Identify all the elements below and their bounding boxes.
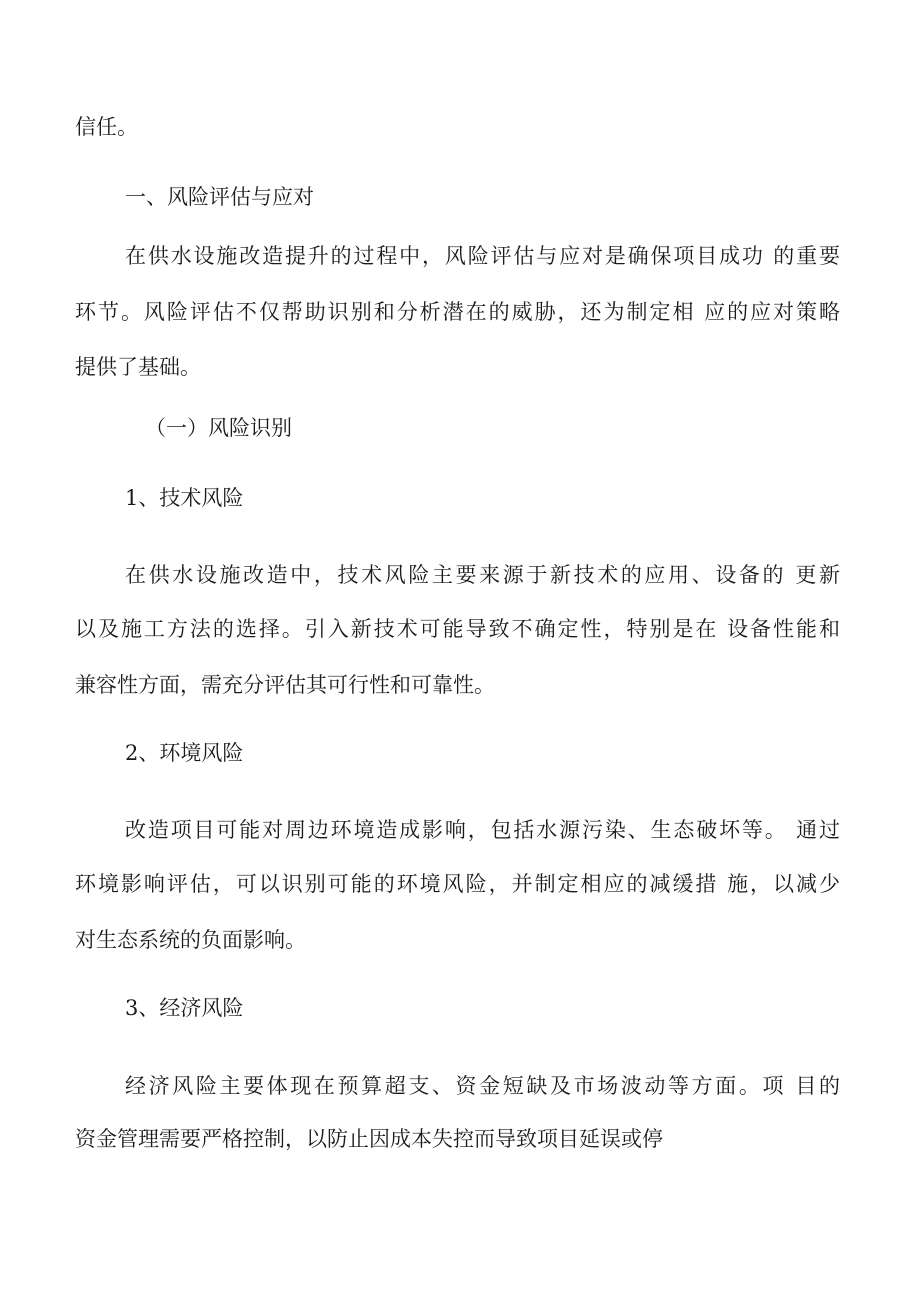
paragraph-line: 在供水设施改造中，技术风险主要来源于新技术的应用、设备的 更新 xyxy=(125,563,840,587)
item-heading: 2、环境风险 xyxy=(125,741,244,765)
paragraph-line: 在供水设施改造提升的过程中，风险评估与应对是确保项目成功 的重要 xyxy=(125,244,840,268)
subsection-heading: （一）风险识别 xyxy=(145,416,292,440)
paragraph-line: 资金管理需要严格控制，以防止因成本失控而导致项目延误或停 xyxy=(75,1127,663,1151)
paragraph-line: 提供了基础。 xyxy=(75,355,201,379)
section-heading: 一、风险评估与应对 xyxy=(125,185,314,209)
paragraph-line: 经济风险主要体现在预算超支、资金短缺及市场波动等方面。项 目的 xyxy=(125,1074,840,1098)
paragraph-line: 对生态系统的负面影响。 xyxy=(75,928,306,952)
paragraph-line: 环境影响评估，可以识别可能的环境风险，并制定相应的减缓措 施，以减少 xyxy=(75,872,840,896)
paragraph-line: 以及施工方法的选择。引入新技术可能导致不确定性，特别是在 设备性能和 xyxy=(75,617,840,641)
continuation-text: 信任。 xyxy=(75,115,138,139)
item-heading: 3、经济风险 xyxy=(125,996,244,1020)
item-heading: 1、技术风险 xyxy=(125,486,244,510)
paragraph-line: 兼容性方面，需充分评估其可行性和可靠性。 xyxy=(75,673,495,697)
paragraph-line: 环节。风险评估不仅帮助识别和分析潜在的威胁，还为制定相 应的应对策略 xyxy=(75,300,840,324)
paragraph-line: 改造项目可能对周边环境造成影响，包括水源污染、生态破坏等。 通过 xyxy=(125,818,840,842)
